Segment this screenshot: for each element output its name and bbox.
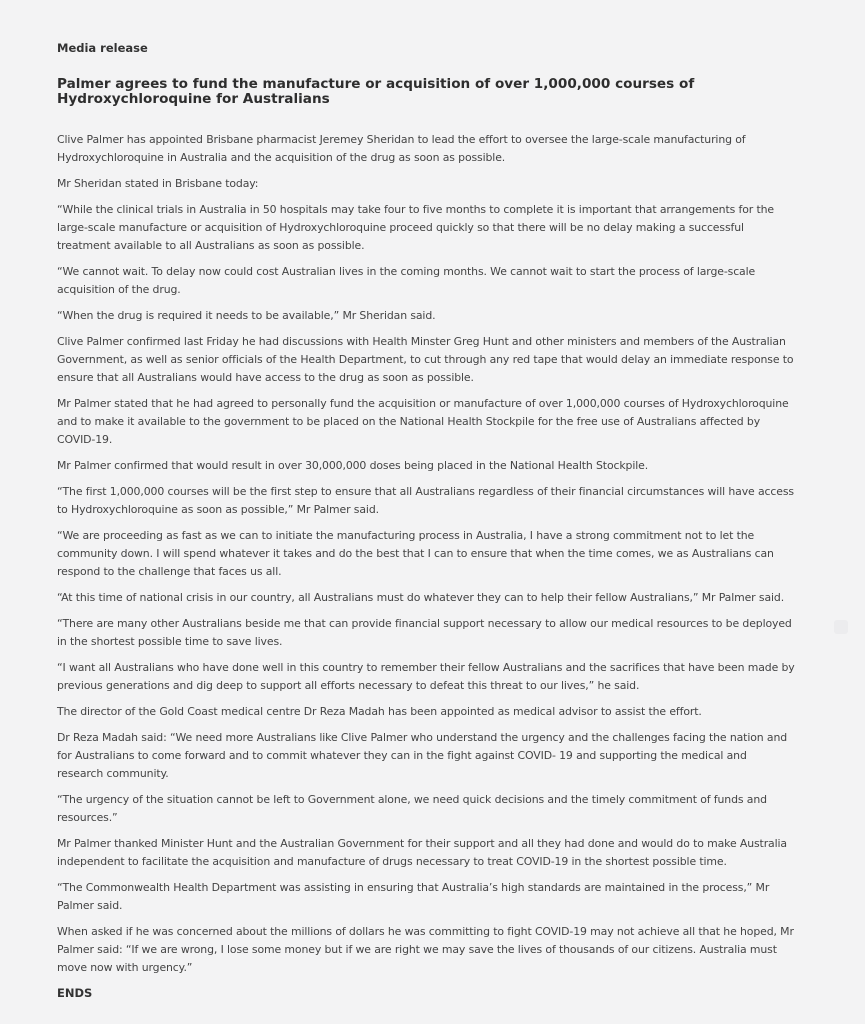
paragraph: “When the drug is required it needs to be available,” Mr Sheridan said.: [57, 309, 436, 322]
paragraph: Clive Palmer confirmed last Friday he had discussions with Health Minster Greg Hunt and other ministers and members of the Australian Government, as well as senior officials of the Health Department, to cut through any red tape that would delay an immediate response to ensure that all Australians would have access to the drug as soon as possible.: [57, 335, 794, 384]
paragraph: “I want all Australians who have done well in this country to remember their fellow Australians and the sacrifices that have been made by previous generations and dig deep to support all efforts necessary to defeat this threat to our lives,” he said.: [57, 661, 795, 692]
scroll-handle[interactable]: [834, 620, 848, 634]
paragraph: Mr Sheridan stated in Brisbane today:: [57, 177, 259, 190]
paragraph: The director of the Gold Coast medical centre Dr Reza Madah has been appointed as medical advisor to assist the effort.: [57, 705, 702, 718]
paragraph: Mr Palmer thanked Minister Hunt and the Australian Government for their support and all they had done and would do to make Australia independent to facilitate the acquisition and manufacture of drugs necessary to treat COVID-19 in the shortest possible time.: [57, 837, 787, 868]
paragraph: “At this time of national crisis in our country, all Australians must do whatever they can to help their fellow Australians,” Mr Palmer said.: [57, 591, 785, 604]
paragraph: “The urgency of the situation cannot be left to Government alone, we need quick decisions and the timely commitment of funds and resources.”: [57, 793, 767, 824]
body-text: [57, 131, 795, 977]
paragraph: When asked if he was concerned about the millions of dollars he was committing to fight COVID-19 may not achieve all that he hoped, Mr Palmer said: “If we are wrong, I lose some money but if we are right we may save the lives of thousands of our citizens. Australia must move now with urgency.”: [57, 925, 794, 974]
paragraph: “While the clinical trials in Australia in 50 hospitals may take four to five months to complete it is important that arrangements for the large-scale manufacture or acquisition of Hydroxychloroquine proceed quickly so that there will be no delay making a successful treatment available to all Australians as soon as possible.: [57, 203, 774, 252]
ends-marker: ENDS: [57, 986, 93, 1000]
paragraph: Mr Palmer stated that he had agreed to personally fund the acquisition or manufacture of over 1,000,000 courses of Hydroxychloroquine and to make it available to the government to be placed on the National Health Stockpile for the free use of Australians affected by COVID-19.: [57, 397, 789, 446]
paragraph: Dr Reza Madah said: “We need more Australians like Clive Palmer who understand the urgency and the challenges facing the nation and for Australians to come forward and to commit whatever they can in the fight against COVID- 19 and supporting the medical and research community.: [57, 731, 788, 780]
paragraph: “We cannot wait. To delay now could cost Australian lives in the coming months. We cannot wait to start the process of large-scale acquisition of the drug.: [57, 265, 756, 296]
paragraph: “We are proceeding as fast as we can to initiate the manufacturing process in Australia, I have a strong commitment not to let the community down. I will spend whatever it takes and do the best that I can to ensure that when the time comes, we as Australians can respond to the challenge that faces us all.: [57, 529, 774, 578]
paragraph: Mr Palmer confirmed that would result in over 30,000,000 doses being placed in the National Health Stockpile.: [57, 459, 649, 472]
paragraph: Clive Palmer has appointed Brisbane pharmacist Jeremey Sheridan to lead the effort to oversee the large-scale manufacturing of Hydroxychloroquine in Australia and the acquisition of the drug as soon as possible.: [57, 133, 746, 164]
paragraph: “The Commonwealth Health Department was assisting in ensuring that Australia’s high standards are maintained in the process,” Mr Palmer said.: [57, 881, 770, 912]
document-label: Media release: [57, 41, 148, 55]
headline: Palmer agrees to fund the manufacture or acquisition of over 1,000,000 courses of Hydroxychloroquine for Australians: [57, 76, 695, 107]
paragraph: “The first 1,000,000 courses will be the first step to ensure that all Australians regardless of their financial circumstances will have access to Hydroxychloroquine as soon as possible,” Mr Palmer said.: [57, 485, 794, 516]
paragraph: “There are many other Australians beside me that can provide financial support necessary to allow our medical resources to be deployed in the shortest possible time to save lives.: [57, 617, 792, 648]
